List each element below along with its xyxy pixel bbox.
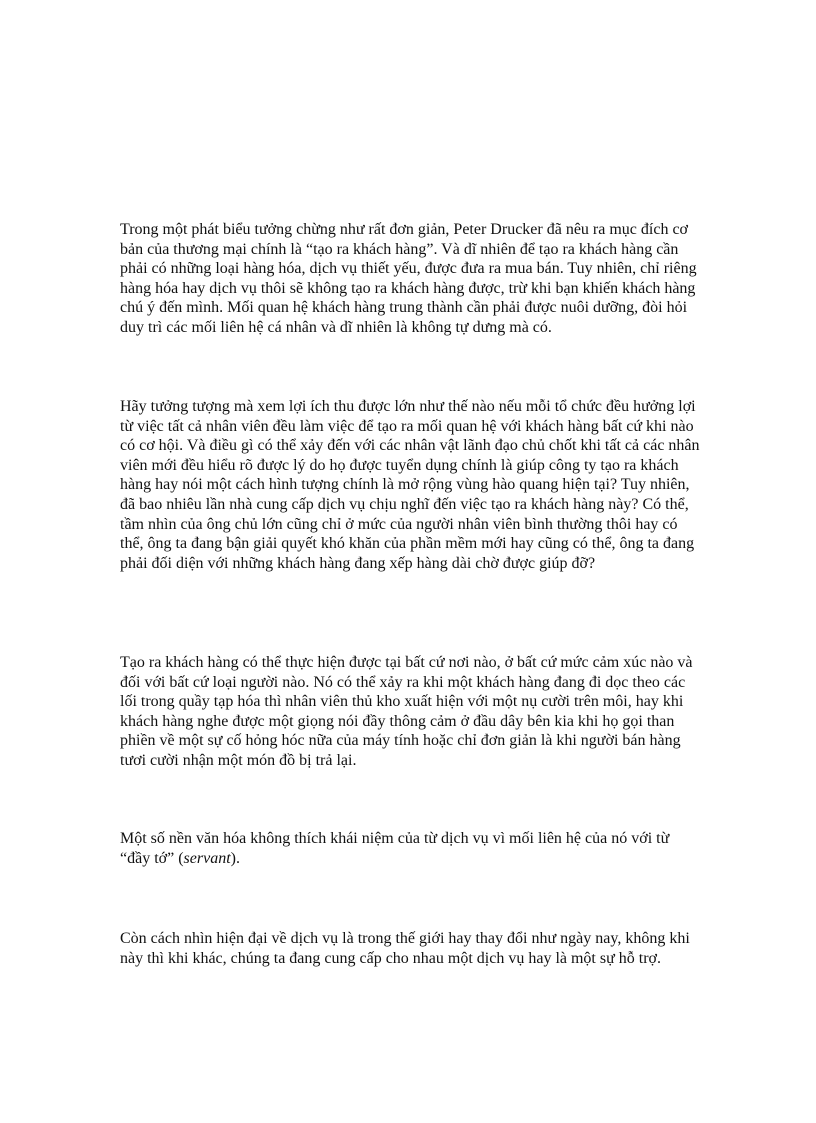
paragraph-4 bbox=[120, 829, 700, 868]
paragraph-5: Còn cách nhìn hiện đại về dịch vụ là trong thế giới hay thay đổi như ngày nay, không khi này thì khi khác, chúng ta đang cung cấp cho nhau một dịch vụ hay là một sự hỗ trợ. bbox=[120, 930, 690, 967]
paragraph-4-text-before: Một số nền văn hóa không thích khái niệm của từ dịch vụ vì mối liên hệ của nó với từ “đầy tớ” ( bbox=[120, 830, 670, 867]
paragraph-2: Hãy tưởng tượng mà xem lợi ích thu được lớn như thế nào nếu mỗi tổ chức đều hưởng lợi từ việc tất cả nhân viên đều làm việc để tạo ra mối quan hệ với khách hàng bất cứ khi nào có cơ hội. Và điều gì có thể xảy đến với các nhân vật lãnh đạo chủ chốt khi tất cả các nhân viên mới đều hiểu rõ được lý do họ được tuyển dụng chính là giúp công ty tạo ra khách hàng hay nói một cách hình tượng chính là mở rộng vùng hào quang hiện tại? Tuy nhiên, đã bao nhiêu lần nhà cung cấp dịch vụ chịu nghĩ đến việc tạo ra khách hàng này? Có thể, tầm nhìn của ông chủ lớn cũng chỉ ở mức của người nhân viên bình thường thôi hay có thể, ông ta đang bận giải quyết khó khăn của phần mềm mới hay cũng có thể, ông ta đang phải đối diện với những khách hàng đang xếp hàng dài chờ được giúp đỡ? bbox=[120, 398, 700, 572]
paragraph-3: Tạo ra khách hàng có thể thực hiện được tại bất cứ nơi nào, ở bất cứ mức cảm xúc nào và đối với bất cứ loại người nào. Nó có thể xảy ra khi một khách hàng đang đi dọc theo các lối trong quầy tạp hóa thì nhân viên thủ kho xuất hiện với một nụ cười trên môi, hay khi khách hàng nghe được một giọng nói đầy thông cảm ở đầu dây bên kia khi họ gọi than phiền về một sự cố hỏng hóc nữa của máy tính hoặc chỉ đơn giản là khi người bán hàng tươi cười nhận một món đồ bị trả lại. bbox=[120, 654, 693, 769]
paragraph-4-text-after: ). bbox=[230, 849, 240, 867]
paragraph-1: Trong một phát biểu tưởng chừng như rất đơn giản, Peter Drucker đã nêu ra mục đích cơ bản của thương mại chính là “tạo ra khách hàng”. Và dĩ nhiên để tạo ra khách hàng cần phải có những loại hàng hóa, dịch vụ thiết yếu, được đưa ra mua bán. Tuy nhiên, chỉ riêng hàng hóa hay dịch vụ thôi sẽ không tạo ra khách hàng được, trừ khi bạn khiến khách hàng chú ý đến mình. Mối quan hệ khách hàng trung thành cần phải được nuôi dưỡng, đòi hỏi duy trì các mối liên hệ cá nhân và dĩ nhiên là không tự dưng mà có. bbox=[120, 221, 697, 336]
paragraph-4-italic-term: servant bbox=[183, 849, 231, 867]
